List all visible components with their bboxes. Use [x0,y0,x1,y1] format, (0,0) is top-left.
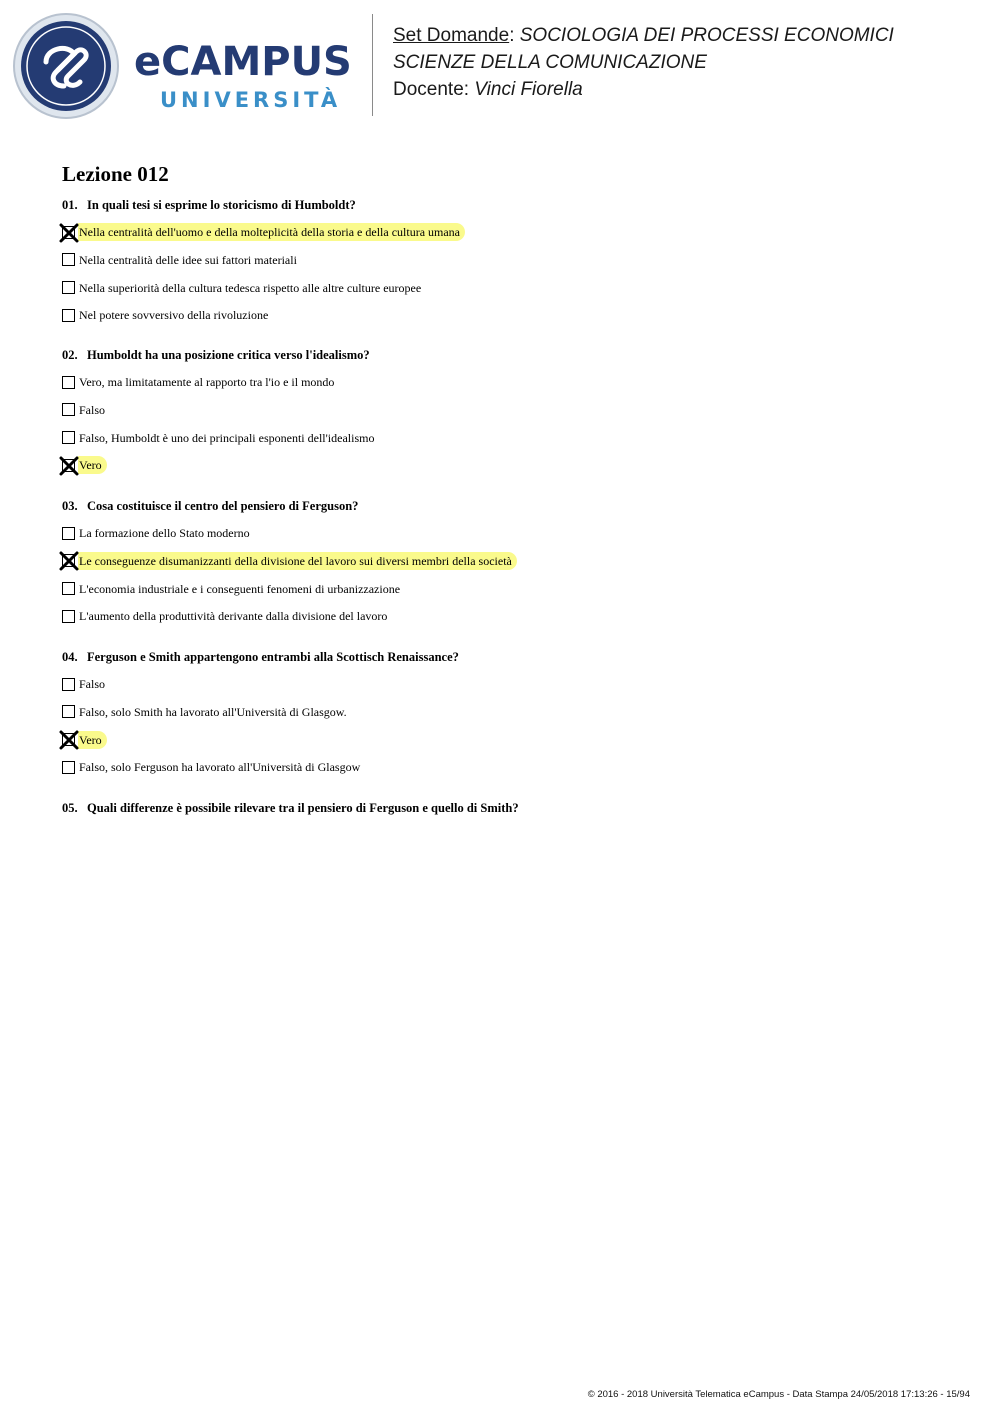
answer-option[interactable] [62,703,352,721]
checkbox[interactable] [62,309,75,322]
answer-option-text: Vero, ma limitatamente al rapporto tra l'io e il mondo [79,375,335,389]
answer-option-text: Vero [78,731,107,749]
checked-checkbox[interactable] [62,733,75,746]
answer-option-text: Nella superiorità della cultura tedesca rispetto alle altre culture europee [79,280,422,295]
checkbox[interactable] [62,431,75,444]
set-value: SOCIOLOGIA DEI PROCESSI ECONOMICI [519,25,894,46]
answer-option-text: Falso, solo Smith ha lavorato all'Università di Glasgow. [79,704,347,719]
x-mark-icon [58,455,80,477]
answer-option-text: L'economia industriale e i conseguenti fenomeni di urbanizzazione [79,581,401,596]
question-number: 01. [62,198,78,212]
question-number: 05. [62,801,78,815]
checkbox[interactable] [62,376,75,389]
answer-option-text: Falso, solo Ferguson ha lavorato all'Università di Glasgow [79,760,361,775]
answer-option[interactable] [62,580,405,598]
docente-value: Vinci Fiorella [474,79,583,100]
checked-checkbox[interactable] [62,554,75,567]
header-info: Set Domande: SOCIOLOGIA DEI PROCESSI ECONOMICI SCIENZE DELLA COMUNICAZIONE Docente: Vinci Fiorella [393,25,894,100]
checkbox[interactable] [62,761,75,774]
question-title [62,801,519,816]
answer-option[interactable] [62,429,379,447]
logo-wordmark: eCAMPUS [134,39,352,85]
x-mark-icon [58,222,80,244]
answer-option-text: L'aumento della produttività derivante dalla divisione del lavoro [79,609,388,624]
answer-option-text: Falso, Humboldt è uno dei principali esponenti dell'idealismo [79,430,375,445]
question-title [62,499,358,514]
answer-option-text: Falso [79,677,106,691]
ecampus-logo [12,12,362,120]
answer-option-selected[interactable] [62,552,517,570]
answer-option[interactable] [62,373,339,391]
question-title [62,650,459,665]
question-text: Ferguson e Smith appartengono entrambi alla Scottisch Renaissance? [87,650,459,664]
x-mark-icon [58,729,80,751]
answer-option-selected[interactable] [62,456,107,474]
question-title [62,348,370,363]
answer-option-text: Falso [79,402,106,417]
logo-subtitle: UNIVERSITÀ [160,88,342,112]
lesson-title: Lezione 012 [62,162,169,186]
checkbox[interactable] [62,582,75,595]
checkbox[interactable] [62,281,75,294]
question-text: Humboldt ha una posizione critica verso l'idealismo? [87,348,370,362]
question-text: Cosa costituisce il centro del pensiero di Ferguson? [87,499,359,513]
answer-option[interactable] [62,758,365,776]
header-divider [372,14,373,116]
footer-text: © 2016 - 2018 Università Telematica eCampus - Data Stampa 24/05/2018 17:13:26 - 15/94 [587,1389,970,1400]
checkbox[interactable] [62,253,75,266]
checkbox[interactable] [62,705,75,718]
answer-option-selected[interactable] [62,731,107,749]
answer-option[interactable] [62,306,273,324]
answer-option-text: Nella centralità dell'uomo e della molteplicità della storia e della cultura umana [78,223,465,241]
answer-option-text: Le conseguenze disumanizzanti della divisione del lavoro sui diversi membri della società [78,552,517,570]
checkbox[interactable] [62,678,75,691]
checkbox[interactable] [62,527,75,540]
course-name: SCIENZE DELLA COMUNICAZIONE [393,52,707,73]
answer-option[interactable] [62,524,255,542]
answer-option-selected[interactable] [62,223,465,241]
question-number: 04. [62,650,78,664]
ecampus-seal-icon [12,12,120,120]
checked-checkbox[interactable] [62,226,75,239]
question-number: 02. [62,348,78,362]
x-mark-icon [58,550,80,572]
question-title [62,198,356,213]
set-label: Set Domande [393,25,510,46]
answer-option-text: Vero [78,456,107,474]
answer-option-text: Nella centralità delle idee sui fattori materiali [79,252,297,267]
answer-option-text: La formazione dello Stato moderno [79,526,250,540]
answer-option[interactable] [62,251,302,269]
question-text: Quali differenze è possibile rilevare tra il pensiero di Ferguson e quello di Smith? [87,801,519,815]
answer-option[interactable] [62,607,392,625]
answer-option[interactable] [62,401,110,419]
answer-option-text: Nel potere sovversivo della rivoluzione [79,308,269,323]
question-number: 03. [62,499,78,513]
docente-label: Docente: [393,79,470,100]
question-text: In quali tesi si esprime lo storicismo di Humboldt? [87,198,356,212]
checkbox[interactable] [62,610,75,623]
checked-checkbox[interactable] [62,459,75,472]
checkbox[interactable] [62,403,75,416]
answer-option[interactable] [62,675,110,693]
answer-option[interactable] [62,279,426,297]
